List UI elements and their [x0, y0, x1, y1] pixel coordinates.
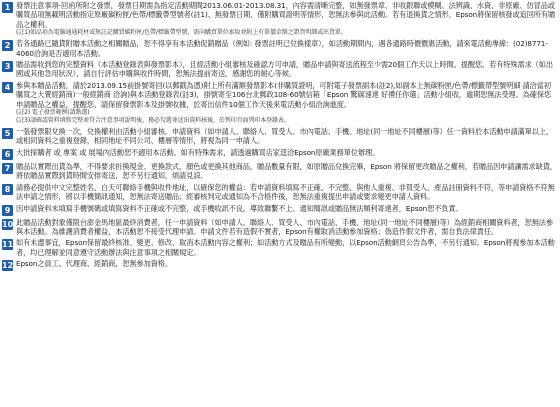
terms-item-text: 因申請資料未填寫手機號碼或填寫資料不正確或不完整，或手機收訊不良，導致聯繫不上、通知簡訊或贈品無法順利寄達者，Epson恕不負責。 — [16, 203, 463, 213]
item-number-badge: 10 — [2, 219, 14, 229]
terms-item-body — [16, 238, 558, 257]
terms-item — [2, 39, 558, 58]
terms-item — [2, 1, 558, 37]
terms-item-body — [16, 183, 558, 202]
terms-item-body — [16, 259, 558, 268]
terms-item-body — [16, 127, 558, 146]
terms-item-body — [16, 60, 558, 79]
item-number-badge: 11 — [2, 240, 14, 250]
terms-item-body — [16, 204, 558, 213]
terms-item-text: 贈品以實際出貨為準，不得要求折換現金、更換款式、顏色或更換其他商品，贈品數量有限，如原贈品兌換完畢，Epson 將保留更改贈品之權利，若贈品因申請讓需求缺貨，將依贈品實際到貨時間安排寄送，恕不另行通知，煩請見諒。 — [16, 161, 557, 181]
terms-item-body — [16, 1, 558, 37]
terms-item-text: 一張發票限兌換一次，兌換權利由活動小組審核。申請資料（如申請人、聯絡人、買受人、市內電話、手機、地址(同一地址不同樓層)等）任一資料於本活動申請滿單以上，或相同資料之重複登錄，相同地址不同公司、樓層等情形，將視為同一申請人。 — [16, 127, 553, 146]
terms-item — [2, 259, 558, 271]
terms-item-text: 參與本贈品活動，請於2013.09.15前掛號寄回(以郵戳為憑)附上所有滿額發票影本(非購買證明，可附電子發票副本(註2),如副本上無碳粉匣/色帶/標籤帶型號明細 請洽當初購買之大賣經銷商)一般經銷商 洽詢)與本活動登錄表(註3)，掛號寄至106台北郵政108-60號信箱「Epson 驚碳速達 好禮任你選」活動小組收，逾期恕無法受理。為確保您申請贈品之權益，提醒您，請保留發票影本及掛號收據，於寄出信件10個工作天後來電活動小組洽詢進度。 — [16, 80, 552, 109]
item-number-badge: 3 — [2, 61, 13, 72]
terms-item-text: 發票注意事項-回函所附之發票，發票日期需為指定活動期間2013.06.01-2013.08.31，內容需清晰完整，如無發票章、非收銀聯或模糊、法辨識、水資、非原廠、仿冒品或購買品項無載明活動指定原廠碳粉匣/色帶/標籤帶型號者(註1)、無發票日期、僅附購買證明等情形，恕無法參與此活動。若有退換貨之情形，Epson將保留核發或追回所有贈品之權利。 — [16, 1, 556, 29]
item-number-badge: 9 — [2, 205, 13, 216]
terms-item-text: 大批採購者 或 專案 或 展場內活動恕不適用本活動。如有特殊需求，請透過購買店家逕洽Epson原廠業務單位辦理。 — [16, 147, 380, 157]
terms-item — [2, 127, 558, 146]
terms-item-body — [16, 162, 558, 181]
item-number-badge: 12 — [2, 261, 14, 271]
terms-item-note: (註2) 電子發票範例(請點選) — [16, 109, 90, 117]
terms-item-body — [16, 39, 558, 58]
item-number-badge: 8 — [2, 184, 13, 195]
terms-item-text: 贈品需收到您的完整資料（本活動登錄表與發票影本），且經活動小組審核及確認方可申請，贈品申請與寄送流程至少需20個工作天以上時間。提醒您，若有特殊需求（如出國或其他急用狀況），請自行評估申購與收件時間，恕無法提前寄送，感謝您的耐心等候。 — [16, 60, 553, 79]
terms-item — [2, 238, 558, 257]
terms-item — [2, 204, 558, 216]
item-number-badge: 1 — [2, 2, 13, 13]
terms-list — [2, 1, 558, 271]
terms-item-note: (註3)請確認資料填寫完整並符合注意事項說明後，務必勾選並送出資料核後，於列印頁面列印本登錄表。 — [16, 117, 290, 125]
terms-item-body — [16, 218, 558, 237]
item-number-badge: 7 — [2, 163, 13, 174]
terms-item-body — [16, 148, 558, 157]
terms-item-text: 請務必提供中文完整姓名、白天可聯絡手機與收件地址，以確保您的權益：若申請資料填寫不正確、不完整、與他人重複、非買受人、產品註冊資料不符，等申請資格不符無法申請之情形，將以手機簡訊通知，恕無法寄送贈品；經審核判定或通知為不合格件後，恕無法重複提出申請或要求變更申請人資料。 — [16, 182, 555, 202]
terms-item-text: 若各通路已隨貨附贈本活動之相關贈品，恕不得享有本活動促銷贈品（例如: 發票註明已兌換樣章），如活動期間內，遇各通路時價價惠活動，請來電活動專線：(02)8771-4060洽詢是否適用本活動。 — [16, 39, 548, 58]
item-number-badge: 2 — [2, 40, 13, 51]
terms-item-text: 此贈品活動對象僅限台澎金馬地區最終消費者，任一申請資料（如申請人、聯絡人、買受人、市內電話、手機、地址(同一地址不同樓層)等）為經銷商相關資料者，恕無法參與本活動。為維護消費者權益，本活動恕不接受代理申請。申請文件若有造假不實者，Epson有權取消活動參加資格；偽造作假文件者，需自負法律責任。 — [16, 217, 553, 236]
terms-item — [2, 183, 558, 202]
terms-item — [2, 148, 558, 160]
terms-item — [2, 81, 558, 125]
item-number-badge: 4 — [2, 82, 13, 93]
terms-item — [2, 162, 558, 181]
terms-item-body — [16, 81, 558, 125]
item-number-badge: 5 — [2, 128, 13, 139]
item-number-badge: 6 — [2, 149, 13, 160]
terms-item — [2, 218, 558, 237]
terms-item-text: 如有未盡事宜，Epson保留最終核准、變更、修改、取消本活動內容之權利；如活動方式及贈品有所變動，以Epson活動網頁公告為準，不另行通知。Epson將視參加本活動者，均已理解並同意遵守活動辦法與注意事項之相關規定。 — [16, 238, 555, 257]
terms-item — [2, 60, 558, 79]
terms-item-text: Epson之員工、代理商、經銷商，恕無參加資格。 — [16, 259, 172, 269]
terms-item-note: (註1)如品項為電腦通通耗材或無註記購買碳粉匣/色帶/標籤帶型號，需向購買單位索取並附上有單價金額之證貨明細或出貨單。 — [16, 29, 347, 37]
